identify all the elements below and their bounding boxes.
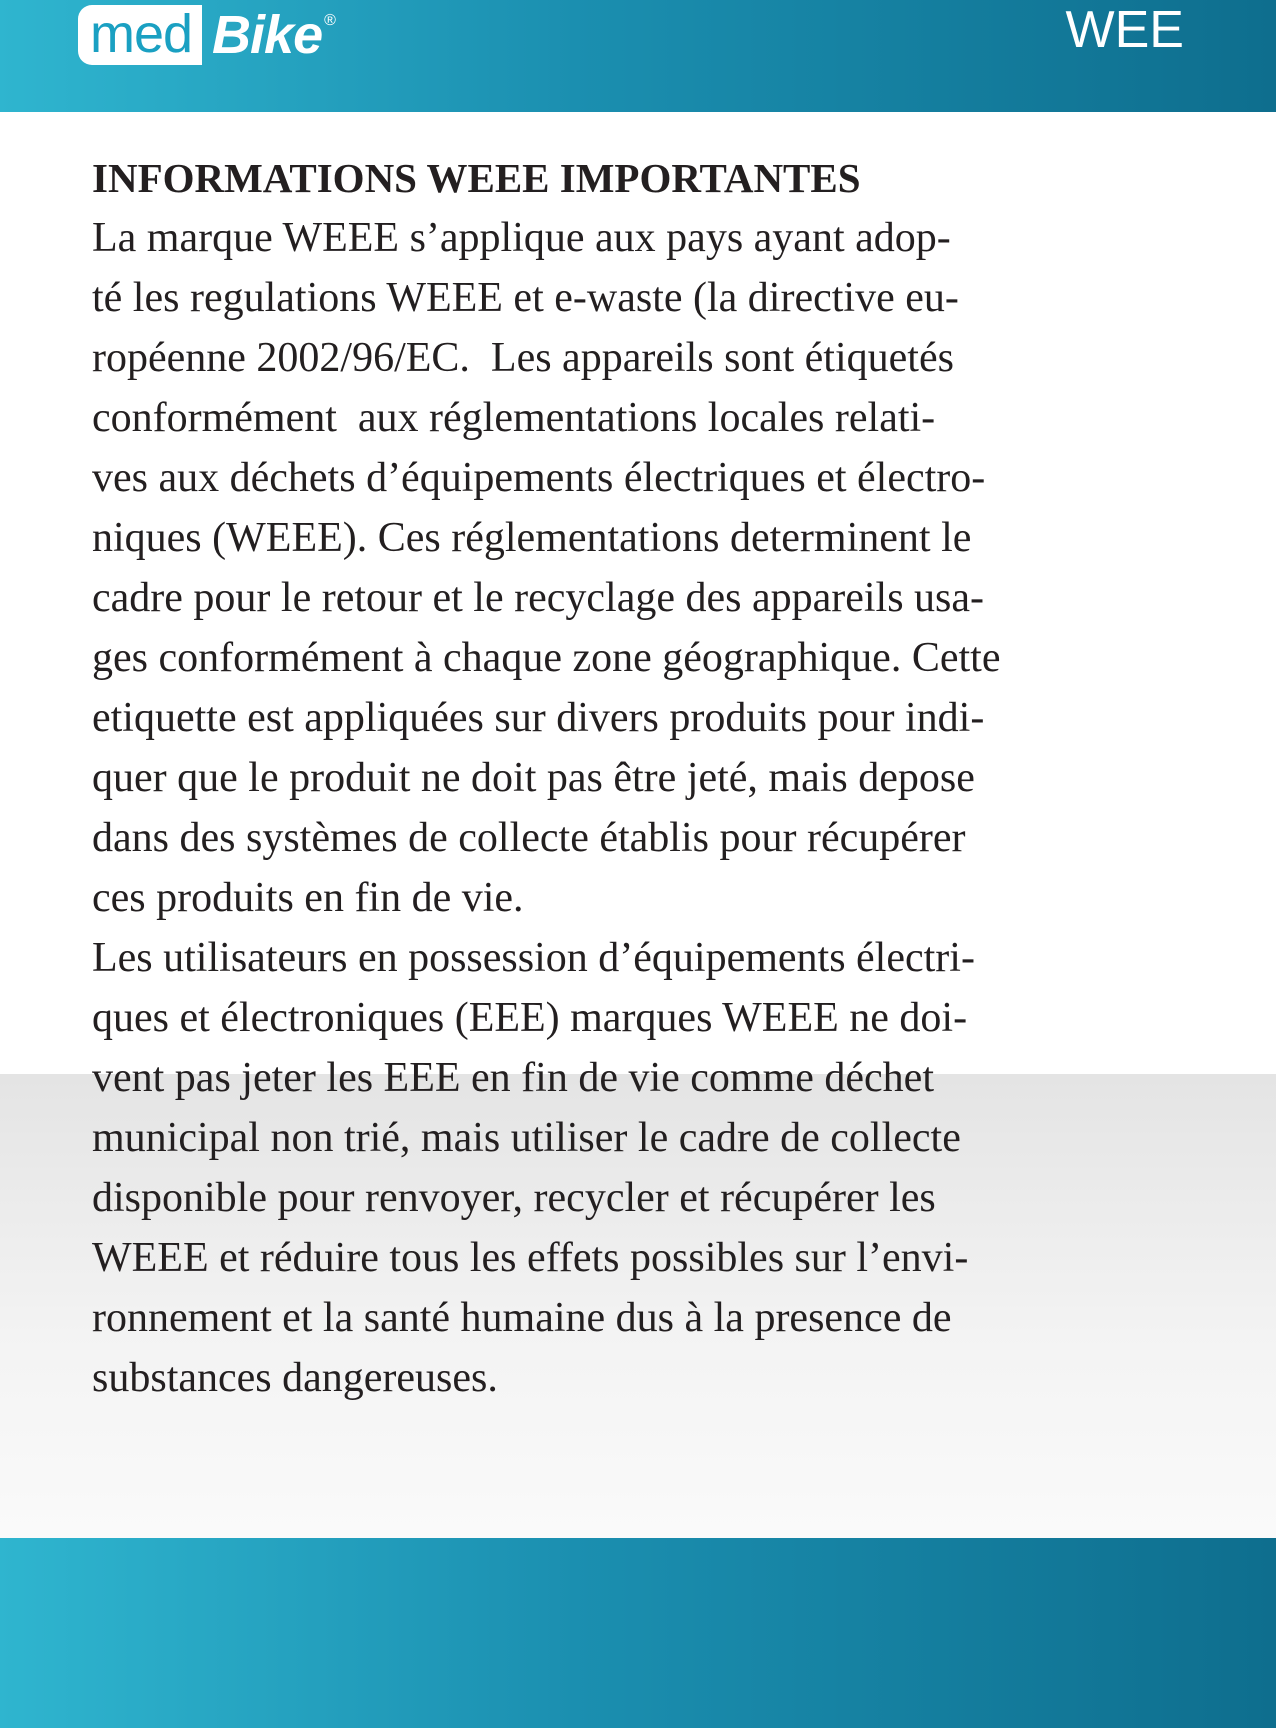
text-line: conformément aux réglementations locales relati- <box>92 395 936 441</box>
medbike-logo <box>78 4 336 66</box>
footer-band <box>0 1538 1276 1728</box>
text-line: cadre pour le retour et le recyclage des appareils usa- <box>92 575 985 621</box>
text-line: disponible pour renvoyer, recycler et récupérer les <box>92 1175 936 1221</box>
text-line: dans des systèmes de collecte établis pour récupérer <box>92 815 966 861</box>
section-label: WEE <box>1065 1 1184 59</box>
text-line: ces produits en fin de vie. <box>92 875 524 921</box>
text-line: substances dangereuses. <box>92 1355 498 1401</box>
text-line: ques et électroniques (EEE) marques WEEE ne doi- <box>92 995 968 1041</box>
text-line: Les utilisateurs en possession d’équipements électri- <box>92 935 975 981</box>
text-line: vent pas jeter les EEE en fin de vie comme déchet <box>92 1055 934 1101</box>
heading: INFORMATIONS WEEE IMPORTANTES <box>92 155 861 201</box>
weee-information-text <box>92 148 1202 1408</box>
text-line: La marque WEEE s’applique aux pays ayant adop- <box>92 215 951 261</box>
text-line: ropéenne 2002/96/EC. Les appareils sont étiquetés <box>92 335 954 381</box>
text-line: ges conformément à chaque zone géographique. Cette <box>92 635 1001 681</box>
registered-mark: ® <box>324 12 336 29</box>
text-line: quer que le produit ne doit pas être jeté, mais depose <box>92 755 975 801</box>
text-line: WEEE et réduire tous les effets possibles sur l’envi- <box>92 1235 969 1281</box>
text-line: niques (WEEE). Ces réglementations determinent le <box>92 515 972 561</box>
text-line: etiquette est appliquées sur divers produits pour indi- <box>92 695 985 741</box>
logo-med-text: med <box>78 5 202 65</box>
text-line: ronnement et la santé humaine dus à la presence de <box>92 1295 952 1341</box>
text-line: ves aux déchets d’équipements électriques et électro- <box>92 455 986 501</box>
text-line: té les regulations WEEE et e-waste (la directive eu- <box>92 275 959 321</box>
logo-bike-text: Bike <box>212 5 323 65</box>
header-band <box>0 0 1276 112</box>
text-line: municipal non trié, mais utiliser le cadre de collecte <box>92 1115 961 1161</box>
